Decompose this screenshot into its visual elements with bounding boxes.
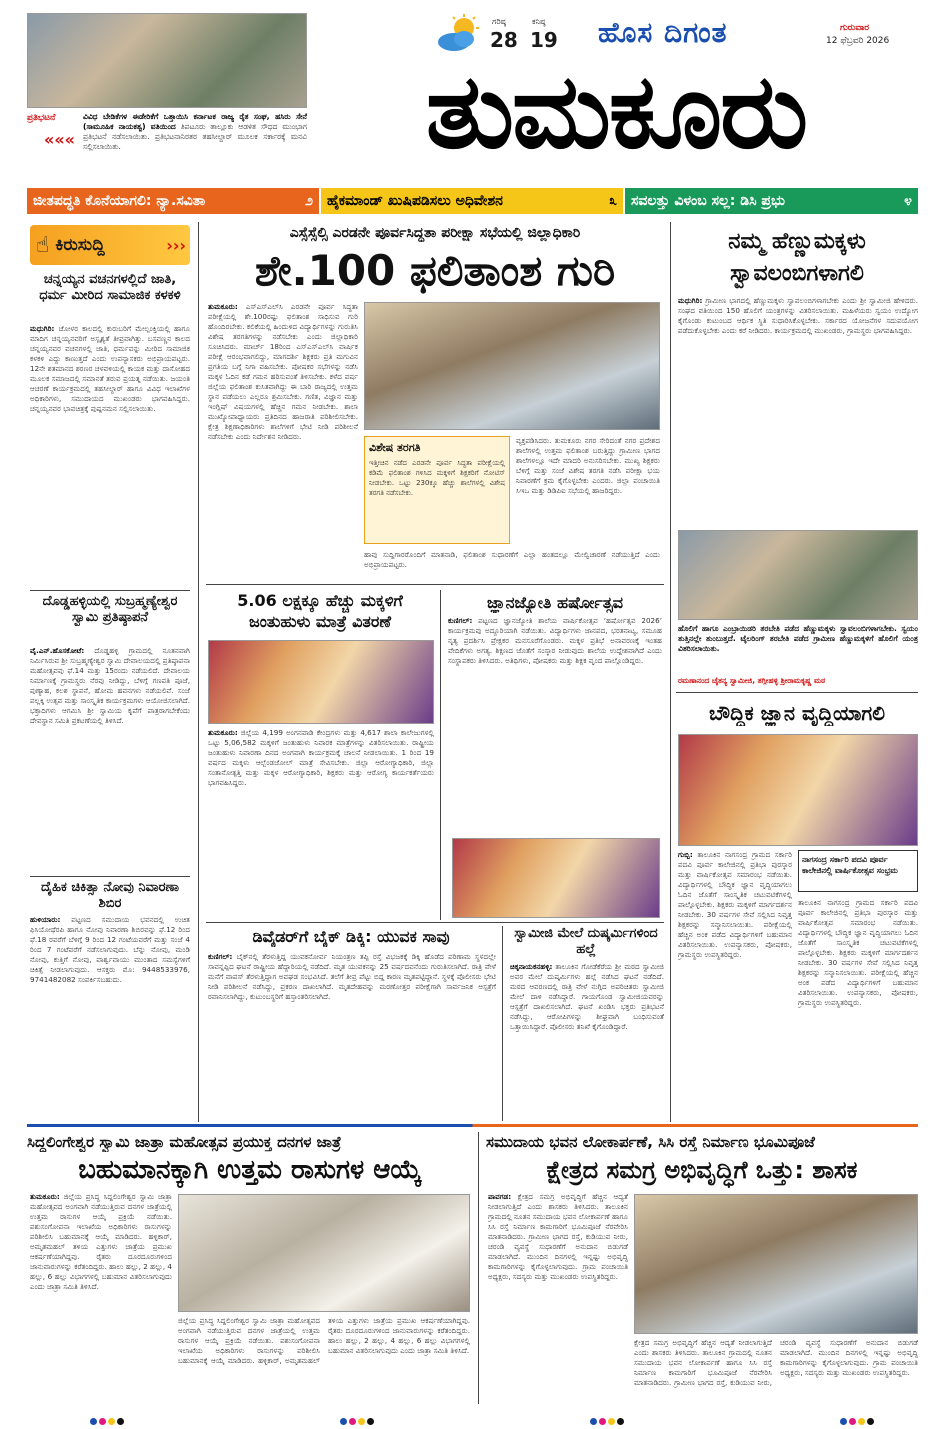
teaser-1[interactable] [27,188,319,214]
teaser-2[interactable] [321,188,623,214]
teaser-2-page: ೩ [609,193,617,209]
hand-icon: ☝ [36,232,50,258]
lead-body-3: ಹಾವು ಸುದ್ದಿಗಾರರೊಂದಿಗೆ ಮಾತನಾಡಿ, ಫಲಿತಾಂಶ ಸುಧಾರಣೆಗೆ ಎಲ್ಲಾ ಹಂತದಲ್ಲೂ ಮೇಲ್ವಿಚಾರಣೆ ನಡೆಯುತ್ತಿದೆ ಎಂದು ಅಭಿಪ್ರಾಯಪಟ್ಟರು. [364,550,660,569]
deworm-body: ತುಮಕೂರು: ಜಿಲ್ಲೆಯ 4,199 ಅಂಗನವಾಡಿ ಕೇಂದ್ರಗಳು ಮತ್ತು 4,617 ಶಾಲಾ ಕಾಲೇಜುಗಳಲ್ಲಿ ಒಟ್ಟು 5,06,582 ಮಕ್ಕಳಿಗೆ ಜಂತುಹುಳು ನಿವಾರಕ ಮಾತ್ರೆಗಳನ್ನು ವಿತರಿಸಲಾಯಿತು. ರಾಷ್ಟ್ರೀಯ ಜಂತುಹುಳು ನಿವಾರಣಾ ದಿನದ ಅಂಗವಾಗಿ ಕಾರ್ಯಕ್ರಮಕ್ಕೆ ಚಾಲನೆ ನೀಡಲಾಯಿತು. 1 ರಿಂದ 19 ವರ್ಷದ ಮಕ್ಕಳು ಆಲ್ಬೆಂಡಜೋಲ್ ಮಾತ್ರೆ ಸೇವಿಸಬೇಕು. ಜಿಲ್ಲಾ ಆರೋಗ್ಯಾಧಿಕಾರಿ, ಜಿಲ್ಲಾ ಸಂತಾನೋತ್ಪತ್ತಿ ಮತ್ತು ಮಕ್ಕಳ ಆರೋಗ್ಯಾಧಿಕಾರಿ, ಶಿಕ್ಷಕರು ಮತ್ತು ಆರೋಗ್ಯ ಕಾರ್ಯಕರ್ತೆಯರು ಭಾಗವಹಿಸಿದ್ದರು. [208,728,434,787]
kirusuddi-banner [30,225,190,265]
bouddhika-headline: ಬೌದ್ಧಿಕ ಜ್ಞಾನ ವೃದ್ಧಿಯಾಗಲಿ [708,701,885,725]
swamiji-headline: ಸ್ವಾಮೀಜಿ ಮೇಲೆ ದುಷ್ಕರ್ಮಿಗಳಿಂದ ಹಲ್ಲೆ [514,926,658,957]
chevron-icon: ››› [166,235,186,255]
column-rule [478,1132,479,1404]
divider [30,876,190,877]
jatre-body-2: ಜಿಲ್ಲೆಯ ಪ್ರಸಿದ್ಧ ಸಿದ್ದಲಿಂಗೇಶ್ವರ ಸ್ವಾಮಿ ಜಾತ್ರಾ ಮಹೋತ್ಸವದ ಅಂಗವಾಗಿ ನಡೆಯುತ್ತಿರುವ ದನಗಳ ಜಾತ್ರೆಯಲ್ಲಿ ಉತ್ತಮ ರಾಸುಗಳ ಆಯ್ಕೆ ಪ್ರಕ್ರಿಯೆ ನಡೆಯಿತು. ಪಶುಸಂಗೋಪನಾ ಇಲಾಖೆಯ ಅಧಿಕಾರಿಗಳು ರಾಸುಗಳನ್ನು ಪರಿಶೀಲಿಸಿ ಬಹುಮಾನಕ್ಕೆ ಆಯ್ಕೆ ಮಾಡಿದರು. ಹಳ್ಳಿಕಾರ್, ಅಮೃತಮಹಲ್ ತಳಿಯ ಎತ್ತುಗಳು ಜಾತ್ರೆಯ ಪ್ರಮುಖ ಆಕರ್ಷಣೆಯಾಗಿದ್ದವು. ರೈತರು ದೂರದೂರುಗಳಿಂದ ಜಾನುವಾರುಗಳನ್ನು ಕರೆತಂದಿದ್ದರು. ಹಾಲು ಹಲ್ಲು, 2 ಹಲ್ಲು, 4 ಹಲ್ಲು, 6 ಹಲ್ಲು ವಿಭಾಗಗಳಲ್ಲಿ ಬಹುಮಾನ ವಿತರಿಸಲಾಗುವುದು ಎಂದು ಜಾತ್ರಾ ಸಮಿತಿ ತಿಳಿಸಿದೆ. [178,1316,470,1365]
issue-day: ಗುರುವಾರ [840,23,870,33]
lead-box-body: ಇತ್ತೀಚಿನ ನಡೆದ ಎರಡನೇ ಪೂರ್ವ ಸಿದ್ಧತಾ ಪರೀಕ್ಷೆಯಲ್ಲಿ ಕಡಿಮೆ ಫಲಿತಾಂಶ ಗಳಿಸಿದ ಮಕ್ಕಳಿಗೆ ಶಿಕ್ಷಕರಿಗೆ ನೋಟಿಸ್ ನೀಡಬೇಕು. ಒಟ್ಟು 230ಕ್ಕೂ ಹೆಚ್ಚು ಶಾಲೆಗಳಲ್ಲಿ ವಿಶೇಷ ತರಗತಿ ನಡೆಸಬೇಕು. [369,459,505,497]
harshotsava-photo [452,838,660,918]
temp-max: 28 [490,28,518,52]
print-registration-marks [90,1410,126,1429]
kiru3-body: ಹುಳಿಯಾರು: ಪಟ್ಟಣದ ಸಮುದಾಯ ಭವನದಲ್ಲಿ ಉಚಿತ ಫಿಸಿಯೋಥೆರಪಿ ಹಾಗೂ ನೋವು ನಿವಾರಣಾ ಶಿಬಿರವನ್ನು ಫೆ.12 ರಿಂದ ಫೆ.18 ರವರೆಗೆ ಬೆಳಿಗ್ಗೆ 9 ರಿಂದ 12 ಗಂಟೆಯವರೆಗೆ ಮತ್ತು ಸಂಜೆ 4 ರಿಂದ 7 ಗಂಟೆವರೆಗೆ ನಡೆಸಲಾಗುವುದು. ಬೆನ್ನು ನೋವು, ಮಂಡಿ ನೋವು, ಕುತ್ತಿಗೆ ನೋವು, ಪಾರ್ಶ್ವವಾಯು ಮುಂತಾದ ಸಮಸ್ಯೆಗಳಿಗೆ ಚಿಕಿತ್ಸೆ ನೀಡಲಾಗುವುದು. ಆಸಕ್ತರು ಮೊ: 9448533976, 9741482082 ಸಂಪರ್ಕಿಸಬಹುದು. [30,915,190,984]
protest-tag: ಪ್ರತಿಭಟನೆ [27,113,56,123]
harshotsava-headline: ಜ್ಞಾನಜ್ಯೋತಿ ಹರ್ಷೋತ್ಸವ [487,593,623,612]
women-caption: ಹೊಲಿಗೆ ಹಾಗೂ ಎಂಬ್ರಾಯಿಡರಿ ತರಬೇತಿ ಪಡೆದ ಹೆಣ್ಣುಮಕ್ಕಳು ಸ್ವಾವಲಂಬಿಗಳಾಗಬೇಕು. ಸ್ವಯಂ ತುತ್ತಿನಲ್ಲೇ ತುಂಬುತ್ತದೆ. ಟೈಲರಿಂಗ್ ತರಬೇತಿ ಪಡೆದ ಗ್ರಾಮೀಣ ಹೆಣ್ಣುಮಕ್ಕಳಿಗೆ ಹೊಲಿಗೆ ಯಂತ್ರ ವಿತರಿಸಲಾಯಿತು. [678,624,918,653]
bouddhika-body-2: ತಾಲೂಕಿನ ನಾಗಸಂದ್ರ ಗ್ರಾಮದ ಸರ್ಕಾರಿ ಪದವಿ ಪೂರ್ವ ಕಾಲೇಜಿನಲ್ಲಿ ಪ್ರತಿಭಾ ಪುರಸ್ಕಾರ ಮತ್ತು ವಾರ್ಷಿಕೋತ್ಸವ ಸಮಾರಂಭ ನಡೆಯಿತು. ವಿದ್ಯಾರ್ಥಿಗಳಲ್ಲಿ ಬೌದ್ಧಿಕ ಜ್ಞಾನ ವೃದ್ಧಿಯಾಗಲು ಓದಿನ ಜೊತೆಗೆ ಸಾಂಸ್ಕೃತಿಕ ಚಟುವಟಿಕೆಗಳಲ್ಲಿ ಪಾಲ್ಗೊಳ್ಳಬೇಕು. ಶಿಕ್ಷಕರು ಮಕ್ಕಳಿಗೆ ಮಾರ್ಗದರ್ಶನ ನೀಡಬೇಕು. 30 ವರ್ಷಗಳ ಸೇವೆ ಸಲ್ಲಿಸಿದ ನಿವೃತ್ತ ಶಿಕ್ಷಕರನ್ನು ಸನ್ಮಾನಿಸಲಾಯಿತು. ಪರೀಕ್ಷೆಯಲ್ಲಿ ಹೆಚ್ಚಿನ ಅಂಕ ಪಡೆದ ವಿದ್ಯಾರ್ಥಿಗಳಿಗೆ ಬಹುಮಾನ ವಿತರಿಸಲಾಯಿತು. ಉಪನ್ಯಾಸಕರು, ಪೋಷಕರು, ಗ್ರಾಮಸ್ಥರು ಉಪಸ್ಥಿತರಿದ್ದರು. [798,898,918,1007]
issue-date: 12 ಫೆಬ್ರವರಿ 2026 [826,36,890,46]
divider [676,692,918,693]
teaser-1-text: ಜೀತಪದ್ಧತಿ ಕೊನೆಯಾಗಲಿ: ನ್ಯಾ.ಸವಿತಾ [33,193,206,209]
column-rule [198,222,199,1122]
samudaya-headline: ಕ್ಷೇತ್ರದ ಸಮಗ್ರ ಅಭಿವೃದ್ಧಿಗೆ ಒತ್ತು: ಶಾಸಕ [546,1156,858,1184]
harshotsava-body: ಕುಣಿಗಲ್: ಪಟ್ಟಣದ ಜ್ಞಾನಜ್ಯೋತಿ ಶಾಲೆಯ ವಾರ್ಷಿಕೋತ್ಸವ ‘ಹರ್ಷೋತ್ಸವ 2026’ ಕಾರ್ಯಕ್ರಮವು ಅದ್ದೂರಿಯಾಗಿ ನಡೆಯಿತು. ವಿದ್ಯಾರ್ಥಿಗಳು ಜಾನಪದ, ಭರತನಾಟ್ಯ, ಸಮೂಹ ನೃತ್ಯ ಪ್ರದರ್ಶಿಸಿ ಪ್ರೇಕ್ಷಕರ ಮನಸೂರೆಗೊಂಡರು. ಮಕ್ಕಳ ಪ್ರತಿಭೆ ಅನಾವರಣಕ್ಕೆ ಇಂತಹ ವೇದಿಕೆಗಳು ಅಗತ್ಯ. ಶಿಕ್ಷಣದ ಜೊತೆಗೆ ಸಂಸ್ಕಾರ ನೀಡುವುದು ಶಾಲೆಯ ಉದ್ದೇಶವಾಗಿದೆ ಎಂದು ಸಂಸ್ಥಾಪಕರು ತಿಳಿಸಿದರು. ಅತಿಥಿಗಳು, ಪೋಷಕರು ಮತ್ತು ಶಿಕ್ಷಕ ವೃಂದ ಪಾಲ್ಗೊಂಡಿದ್ದರು. [448,616,662,665]
kiru1-body: ಮಧುಗಿರಿ: ಚೋಳರ ಕಾಲದಲ್ಲಿ ಕುರುಬರಿಗೆ ಮೇಲ್ಪಂಕ್ತಿಯಲ್ಲಿ ಹಾಗೂ ಮಾದಿಗ ಚನ್ನಯ್ಯನವರಿಗೆ ಅಸ್ಪೃಶ್ಯತೆ ತೀವ್ರವಾಗಿತ್ತು. ಬಸವಣ್ಣನ ಕಾಲದ ಚನ್ನಯ್ಯನವರ ವಚನಗಳಲ್ಲಿ ಜಾತಿ, ಧರ್ಮವನ್ನು ಮೀರಿದ ಸಾಮಾಜಿಕ ಕಳಕಳಿ ಎದ್ದು ಕಾಣುತ್ತದೆ ಎಂದು ಉಪನ್ಯಾಸಕರು ಅಭಿಪ್ರಾಯಪಟ್ಟರು. 12ನೇ ಶತಮಾನದ ಶರಣರ ಚಳವಳಿಯಲ್ಲಿ ಕಾಯಕ ಮತ್ತು ದಾಸೋಹದ ಮೂಲಕ ಸಮಾಜದಲ್ಲಿ ಸಮಾನತೆ ತರುವ ಪ್ರಯತ್ನ ನಡೆಯಿತು. ಜಯಂತಿ ಆಚರಣೆ ಕಾರ್ಯಕ್ರಮದಲ್ಲಿ ತಹಸೀಲ್ದಾರ್ ಹಾಗೂ ವಿವಿಧ ಇಲಾಖೆಗಳ ಅಧಿಕಾರಿಗಳು, ಸಮುದಾಯದ ಮುಖಂಡರು ಭಾಗವಹಿಸಿದ್ದರು. ಚನ್ನಯ್ಯನವರ ಭಾವಚಿತ್ರಕ್ಕೆ ಪುಷ್ಪನಮನ ಸಲ್ಲಿಸಲಾಯಿತು. [30,324,190,413]
samudaya-body-2: ಕ್ಷೇತ್ರದ ಸಮಗ್ರ ಅಭಿವೃದ್ಧಿಗೆ ಹೆಚ್ಚಿನ ಆದ್ಯತೆ ನೀಡಲಾಗುತ್ತಿದೆ ಎಂದು ಶಾಸಕರು ತಿಳಿಸಿದರು. ತಾಲೂಕಿನ ಗ್ರಾಮದಲ್ಲಿ ನೂತನ ಸಮುದಾಯ ಭವನ ಲೋಕಾರ್ಪಣೆ ಹಾಗೂ ಸಿಸಿ ರಸ್ತೆ ನಿರ್ಮಾಣ ಕಾಮಗಾರಿಗೆ ಭೂಮಿಪೂಜೆ ನೆರವೇರಿಸಿ ಮಾತನಾಡಿದರು. ಗ್ರಾಮೀಣ ಭಾಗದ ರಸ್ತೆ, ಕುಡಿಯುವ ನೀರು, ಚರಂಡಿ ವ್ಯವಸ್ಥೆ ಸುಧಾರಣೆಗೆ ಅನುದಾನ ಬಿಡುಗಡೆ ಮಾಡಲಾಗಿದೆ. ಮುಂದಿನ ದಿನಗಳಲ್ಲಿ ಇನ್ನಷ್ಟು ಅಭಿವೃದ್ಧಿ ಕಾಮಗಾರಿಗಳನ್ನು ಕೈಗೊಳ್ಳಲಾಗುವುದು. ಗ್ರಾಮ ಪಂಚಾಯಿತಿ ಅಧ್ಯಕ್ಷರು, ಸದಸ್ಯರು ಮತ್ತು ಮುಖಂಡರು ಉಪಸ್ಥಿತರಿದ್ದರು. [634,1338,918,1387]
kiru1-headline: ಚನ್ನಯ್ಯನ ವಚನಗಳಲ್ಲಿದೆ ಜಾತಿ, ಧರ್ಮ ಮೀರಿದ ಸಾಮಾಜಿಕ ಕಳಕಳಿ [39,272,181,303]
bouddhika-tag: ನಾಗಸಂದ್ರ ಸರ್ಕಾರಿ ಪದವಿ ಪೂರ್ವ ಕಾಲೇಜಿನಲ್ಲಿ ವಾರ್ಷಿಕೋತ್ಸವ ಸಂಭ್ರಮ [798,850,918,892]
lead-box-title: ವಿಶೇಷ ತರಗತಿ [369,441,421,454]
accident-headline: ಡಿವೈಡರ್‌ಗೆ ಬೈಕ್ ಡಿಕ್ಕಿ: ಯುವಕ ಸಾವು [252,927,450,946]
teaser-2-text: ಹೈಕಮಾಂಡ್ ಖುಷಿಪಡಿಸಲು ಅಧಿವೇಶನ [327,193,503,209]
divider [206,584,664,585]
lead-kicker: ಎಸ್ಸೆಸ್ಸೆಲ್ಸಿ ಎರಡನೇ ಪೂರ್ವಸಿದ್ಧತಾ ಪರೀಕ್ಷಾ ಸಭೆಯಲ್ಲಿ ಜಿಲ್ಲಾಧಿಕಾರಿ [289,225,581,241]
kiru2-headline: ದೊಡ್ಡಹಳ್ಳಿಯಲ್ಲಿ ಸುಬ್ರಹ್ಮಣ್ಯೇಶ್ವರ ಸ್ವಾಮಿ ಪ್ರತಿಷ್ಠಾಪನೆ [42,594,178,625]
teaser-3-text: ಸವಲತ್ತು ವಿಳಂಬ ಸಲ್ಲ: ಡಿಸಿ ಪ್ರಭು [631,193,785,209]
kiru2-body: ವೈ.ಎನ್.ಹೊಸಕೋಟೆ: ದೊಡ್ಡಹಳ್ಳಿ ಗ್ರಾಮದಲ್ಲಿ ನೂತನವಾಗಿ ನಿರ್ಮಿಸಿರುವ ಶ್ರೀ ಸುಬ್ರಹ್ಮಣ್ಯೇಶ್ವರ ಸ್ವಾಮಿ ದೇವಾಲಯದಲ್ಲಿ ಪ್ರತಿಷ್ಠಾಪನಾ ಮಹೋತ್ಸವವು ಫೆ.14 ಮತ್ತು 15ರಂದು ನಡೆಯಲಿದೆ. ದೇವಾಲಯ ನಿರ್ಮಾಣಕ್ಕೆ ಗ್ರಾಮಸ್ಥರು ನೆರವು ನೀಡಿದ್ದು, ಬೆಳಿಗ್ಗೆ ಗಣಪತಿ ಪೂಜೆ, ಪುಣ್ಯಾಹ, ಕಲಶ ಸ್ಥಾಪನೆ, ಹೋಮ ಹವನಗಳು ನಡೆಯಲಿವೆ. ಸಂಜೆ ಪಲ್ಲಕ್ಕಿ ಉತ್ಸವ ಮತ್ತು ಸಾಂಸ್ಕೃತಿಕ ಕಾರ್ಯಕ್ರಮಗಳು ಆಯೋಜಿಸಲಾಗಿದೆ. ಭಕ್ತಾದಿಗಳು ಆಗಮಿಸಿ ಶ್ರೀ ಸ್ವಾಮಿಯ ಕೃಪೆಗೆ ಪಾತ್ರರಾಗಬೇಕೆಂದು ದೇವಸ್ಥಾನ ಸಮಿತಿ ಪ್ರಕಟಣೆಯಲ್ಲಿ ತಿಳಿಸಿದೆ. [30,646,190,725]
samudaya-kicker: ಸಮುದಾಯ ಭವನ ಲೋಕಾರ್ಪಣೆ, ಸಿಸಿ ರಸ್ತೆ ನಿರ್ಮಾಣ ಭೂಮಿಪೂಜೆ [486,1133,815,1151]
teaser-3-page: ೪ [904,193,912,209]
kiru3-headline: ದೈಹಿಕ ಚಿಕಿತ್ಸಾ ನೋವು ನಿವಾರಣಾ ಶಿಬಿರ [41,880,179,911]
lead-photo [364,302,660,430]
column-rule [440,590,441,920]
bouddhika-body: ಗುಬ್ಬಿ: ತಾಲೂಕಿನ ನಾಗಸಂದ್ರ ಗ್ರಾಮದ ಸರ್ಕಾರಿ ಪದವಿ ಪೂರ್ವ ಕಾಲೇಜಿನಲ್ಲಿ ಪ್ರತಿಭಾ ಪುರಸ್ಕಾರ ಮತ್ತು ವಾರ್ಷಿಕೋತ್ಸವ ಸಮಾರಂಭ ನಡೆಯಿತು. ವಿದ್ಯಾರ್ಥಿಗಳಲ್ಲಿ ಬೌದ್ಧಿಕ ಜ್ಞಾನ ವೃದ್ಧಿಯಾಗಲು ಓದಿನ ಜೊತೆಗೆ ಸಾಂಸ್ಕೃತಿಕ ಚಟುವಟಿಕೆಗಳಲ್ಲಿ ಪಾಲ್ಗೊಳ್ಳಬೇಕು. ಶಿಕ್ಷಕರು ಮಕ್ಕಳಿಗೆ ಮಾರ್ಗದರ್ಶನ ನೀಡಬೇಕು. 30 ವರ್ಷಗಳ ಸೇವೆ ಸಲ್ಲಿಸಿದ ನಿವೃತ್ತ ಶಿಕ್ಷಕರನ್ನು ಸನ್ಮಾನಿಸಲಾಯಿತು. ಪರೀಕ್ಷೆಯಲ್ಲಿ ಹೆಚ್ಚಿನ ಅಂಕ ಪಡೆದ ವಿದ್ಯಾರ್ಥಿಗಳಿಗೆ ಬಹುಮಾನ ವಿತರಿಸಲಾಯಿತು. ಉಪನ್ಯಾಸಕರು, ಪೋಷಕರು, ಗ್ರಾಮಸ್ಥರು ಉಪಸ್ಥಿತರಿದ್ದರು. [678,850,792,959]
jatre-photo [178,1194,470,1312]
accident-body: ಕುಣಿಗಲ್: ಬೈಕ್‌ನಲ್ಲಿ ತೆರಳುತ್ತಿದ್ದ ಯುವಕನೋರ್ವ ನಿಯಂತ್ರಣ ತಪ್ಪಿ ರಸ್ತೆ ವಿಭಜಕಕ್ಕೆ ಡಿಕ್ಕಿ ಹೊಡೆದ ಪರಿಣಾಮ ಸ್ಥಳದಲ್ಲೇ ಸಾವನ್ನಪ್ಪಿದ ಘಟನೆ ರಾಷ್ಟ್ರೀಯ ಹೆದ್ದಾರಿಯಲ್ಲಿ ನಡೆದಿದೆ. ಮೃತ ಯುವಕನನ್ನು 25 ವರ್ಷದವನೆಂದು ಗುರುತಿಸಲಾಗಿದೆ. ರಾತ್ರಿ ವೇಳೆ ಮನೆಗೆ ವಾಪಸ್ ತೆರಳುತ್ತಿದ್ದಾಗ ಅವಘಡ ಸಂಭವಿಸಿದೆ. ತಲೆಗೆ ತೀವ್ರ ಪೆಟ್ಟು ಬಿದ್ದ ಕಾರಣ ಮೃತಪಟ್ಟಿದ್ದಾನೆ. ಸ್ಥಳಕ್ಕೆ ಪೊಲೀಸರು ಭೇಟಿ ನೀಡಿ ಪರಿಶೀಲನೆ ನಡೆಸಿದ್ದು, ಪ್ರಕರಣ ದಾಖಲಾಗಿದೆ. ಮೃತದೇಹವನ್ನು ಮರಣೋತ್ತರ ಪರೀಕ್ಷೆಗಾಗಿ ಸಾರ್ವಜನಿಕ ಆಸ್ಪತ್ರೆಗೆ ರವಾನಿಸಲಾಗಿದ್ದು, ಕುಟುಂಬಸ್ಥರಿಗೆ ಹಸ್ತಾಂತರಿಸಲಾಗಿದೆ. [208,952,496,1001]
jatre-headline: ಬಹುಮಾನಕ್ಕಾಗಿ ಉತ್ತಮ ರಾಸುಗಳ ಆಯ್ಕೆ [78,1155,422,1185]
bottom-band-rule [27,1124,918,1127]
teaser-3[interactable] [625,188,918,214]
jatre-body: ತುಮಕೂರು: ಜಿಲ್ಲೆಯ ಪ್ರಸಿದ್ಧ ಸಿದ್ದಲಿಂಗೇಶ್ವರ ಸ್ವಾಮಿ ಜಾತ್ರಾ ಮಹೋತ್ಸವದ ಅಂಗವಾಗಿ ನಡೆಯುತ್ತಿರುವ ದನಗಳ ಜಾತ್ರೆಯಲ್ಲಿ ಉತ್ತಮ ರಾಸುಗಳ ಆಯ್ಕೆ ಪ್ರಕ್ರಿಯೆ ನಡೆಯಿತು. ಪಶುಸಂಗೋಪನಾ ಇಲಾಖೆಯ ಅಧಿಕಾರಿಗಳು ರಾಸುಗಳನ್ನು ಪರಿಶೀಲಿಸಿ ಬಹುಮಾನಕ್ಕೆ ಆಯ್ಕೆ ಮಾಡಿದರು. ಹಳ್ಳಿಕಾರ್, ಅಮೃತಮಹಲ್ ತಳಿಯ ಎತ್ತುಗಳು ಜಾತ್ರೆಯ ಪ್ರಮುಖ ಆಕರ್ಷಣೆಯಾಗಿದ್ದವು. ರೈತರು ದೂರದೂರುಗಳಿಂದ ಜಾನುವಾರುಗಳನ್ನು ಕರೆತಂದಿದ್ದರು. ಹಾಲು ಹಲ್ಲು, 2 ಹಲ್ಲು, 4 ಹಲ್ಲು, 6 ಹಲ್ಲು ವಿಭಾಗಗಳಲ್ಲಿ ಬಹುಮಾನ ವಿತರಿಸಲಾಗುವುದು ಎಂದು ಜಾತ್ರಾ ಸಮಿತಿ ತಿಳಿಸಿದೆ. [30,1192,172,1291]
women-body: ಮಧುಗಿರಿ: ಗ್ರಾಮೀಣ ಭಾಗದಲ್ಲಿ ಹೆಣ್ಣುಮಕ್ಕಳು ಸ್ವಾವಲಂಬಿಗಳಾಗಬೇಕು ಎಂದು ಶ್ರೀ ಸ್ವಾಮೀಜಿ ಹೇಳಿದರು. ಸಂಘದ ವತಿಯಿಂದ 150 ಹೊಲಿಗೆ ಯಂತ್ರಗಳನ್ನು ವಿತರಿಸಲಾಯಿತು. ಮಹಿಳೆಯರು ಸ್ವಯಂ ಉದ್ಯೋಗ ಕೈಗೊಂಡು ಕುಟುಂಬದ ಆರ್ಥಿಕ ಸ್ಥಿತಿ ಸುಧಾರಿಸಿಕೊಳ್ಳಬೇಕು. ಸರ್ಕಾರದ ಯೋಜನೆಗಳ ಸದುಪಯೋಗ ಪಡೆದುಕೊಳ್ಳಬೇಕು ಎಂದು ಕರೆ ನೀಡಿದರು. ಕಾರ್ಯಕ್ರಮದಲ್ಲಿ ಮುಖಂಡರು, ಗ್ರಾಮಸ್ಥರು ಭಾಗವಹಿಸಿದ್ದರು. [678,296,918,335]
women-photo [678,530,918,620]
lead-box [364,436,510,544]
women-caption-by: ರಮಣಾನಂದ ಚೈತನ್ಯ ಸ್ವಾಮೀಜಿ, ತಗ್ಗೀಹಳ್ಳಿ ಶ್ರೀರಾಮಕೃಷ್ಣ ಮಠ [678,676,826,685]
brand-logo: ಹೊಸ ದಿಗಂತ [598,16,728,49]
kirusuddi-label: ಕಿರುಸುದ್ದಿ [55,235,105,255]
women-headline: ನಮ್ಮ ಹೆಣ್ಣುಮಕ್ಕಳು ಸ್ವಾವಲಂಬಿಗಳಾಗಲಿ [728,229,866,286]
divider [30,590,190,591]
deworm-photo [208,640,434,724]
print-registration-marks [590,1410,626,1429]
bouddhika-photo [678,734,918,846]
print-registration-marks [840,1410,876,1429]
lead-body-2: ವ್ಯಕ್ತಪಡಿಸಿದರು. ತುಮಕೂರು ನಗರ ಸೇರಿದಂತೆ ನಗರ ಪ್ರದೇಶದ ಶಾಲೆಗಳಲ್ಲಿ ಉತ್ತಮ ಫಲಿತಾಂಶ ಬರುತ್ತಿದ್ದು ಗ್ರಾಮೀಣ ಭಾಗದ ಶಾಲೆಗಳಲ್ಲೂ ಇದೇ ಮಾದರಿ ಅನುಸರಿಸಬೇಕು. ಮುಖ್ಯ ಶಿಕ್ಷಕರು ಬೆಳಿಗ್ಗೆ ಮತ್ತು ಸಂಜೆ ವಿಶೇಷ ತರಗತಿ ನಡೆಸಿ ಪರೀಕ್ಷಾ ಭಯ ನಿವಾರಣೆಗೆ ಕ್ರಮ ಕೈಗೊಳ್ಳಬೇಕು ಎಂದರು. ಜಿಲ್ಲಾ ಪಂಚಾಯಿತಿ ಸಿಇಒ ಮತ್ತು ಡಿಡಿಪಿಐ ಸಭೆಯಲ್ಲಿ ಹಾಜರಿದ್ದರು. [516,436,660,495]
divider [206,922,664,923]
protest-caption: ವಿವಿಧ ಬೇಡಿಕೆಗಳ ಈಡೇರಿಕೆಗೆ ಒತ್ತಾಯಿಸಿ ಕರ್ನಾಟಕ ರಾಜ್ಯ ರೈತ ಸಂಘ, ಹಸಿರು ಸೇನೆ (ಸಾಮೂಹಿಕ ನಾಯಕತ್ವ) ವತಿಯಿಂದ ತಿಪಟೂರು ತಾಲ್ಲೂಕು ಆಡಳಿತ ಸೌಧದ ಮುಂಭಾಗ ಪ್ರತಿಭಟನೆ ನಡೆಸಲಾಯಿತು. ಪ್ರತಿಭಟನಾನಿರತರ ತಹಸೀಲ್ದಾರ್ ಮೂಲಕ ಸರ್ಕಾರಕ್ಕೆ ಮನವಿ ಸಲ್ಲಿಸಲಾಯಿತು. [83,112,307,151]
deworm-headline: 5.06 ಲಕ್ಷಕ್ಕೂ ಹೆಚ್ಚು ಮಕ್ಕಳಿಗೆ ಜಂತುಹುಳು ಮಾತ್ರೆ ವಿತರಣೆ [237,591,403,631]
samudaya-body: ಪಾವಗಡ: ಕ್ಷೇತ್ರದ ಸಮಗ್ರ ಅಭಿವೃದ್ಧಿಗೆ ಹೆಚ್ಚಿನ ಆದ್ಯತೆ ನೀಡಲಾಗುತ್ತಿದೆ ಎಂದು ಶಾಸಕರು ತಿಳಿಸಿದರು. ತಾಲೂಕಿನ ಗ್ರಾಮದಲ್ಲಿ ನೂತನ ಸಮುದಾಯ ಭವನ ಲೋಕಾರ್ಪಣೆ ಹಾಗೂ ಸಿಸಿ ರಸ್ತೆ ನಿರ್ಮಾಣ ಕಾಮಗಾರಿಗೆ ಭೂಮಿಪೂಜೆ ನೆರವೇರಿಸಿ ಮಾತನಾಡಿದರು. ಗ್ರಾಮೀಣ ಭಾಗದ ರಸ್ತೆ, ಕುಡಿಯುವ ನೀರು, ಚರಂಡಿ ವ್ಯವಸ್ಥೆ ಸುಧಾರಣೆಗೆ ಅನುದಾನ ಬಿಡುಗಡೆ ಮಾಡಲಾಗಿದೆ. ಮುಂದಿನ ದಿನಗಳಲ್ಲಿ ಇನ್ನಷ್ಟು ಅಭಿವೃದ್ಧಿ ಕಾಮಗಾರಿಗಳನ್ನು ಕೈಗೊಳ್ಳಲಾಗುವುದು. ಗ್ರಾಮ ಪಂಚಾಯಿತಿ ಅಧ್ಯಕ್ಷರು, ಸದಸ್ಯರು ಮತ್ತು ಮುಖಂಡರು ಉಪಸ್ಥಿತರಿದ್ದರು. [488,1192,628,1281]
teaser-1-page: ೨ [305,193,313,209]
samudaya-photo [634,1194,918,1334]
masthead-title: ತುಮಕೂರು [425,50,807,172]
lead-body: ತುಮಕೂರು: ಎಸ್ಎಸ್ಎಲ್‌ಸಿ ಎರಡನೇ ಪೂರ್ವ ಸಿದ್ಧತಾ ಪರೀಕ್ಷೆಯಲ್ಲಿ ಶೇ.100ರಷ್ಟು ಫಲಿತಾಂಶ ಸಾಧಿಸುವ ಗುರಿ ಹೊಂದಿರಬೇಕು. ಕಲಿಕೆಯಲ್ಲಿ ಹಿಂದುಳಿದ ವಿದ್ಯಾರ್ಥಿಗಳನ್ನು ಗುರುತಿಸಿ ವಿಶೇಷ ತರಗತಿಗಳನ್ನು ನಡೆಸಬೇಕು ಎಂದು ಜಿಲ್ಲಾಧಿಕಾರಿ ಸೂಚಿಸಿದರು. ಮಾರ್ಚ್ 18ರಿಂದ ಎಸ್ಎಸ್ಎಲ್‌ಸಿ ವಾರ್ಷಿಕ ಪರೀಕ್ಷೆ ಆರಂಭವಾಗಲಿದ್ದು, ಮಾಗದರ್ಶಿ ಶಿಕ್ಷಕರು ಪ್ರತಿ ಮಗುವಿನ ಪ್ರಗತಿಯ ಬಗ್ಗೆ ನಿಗಾ ವಹಿಸಬೇಕು. ಪೋಷಕರ ಸಭೆಗಳನ್ನು ನಡೆಸಿ ಮಕ್ಕಳ ಓದಿನ ಕಡೆ ಗಮನ ಹರಿಸುವಂತೆ ತಿಳಿಸಬೇಕು. ಕಳೆದ ವರ್ಷ ಜಿಲ್ಲೆಯ ಫಲಿತಾಂಶ ಕುಸಿತವಾಗಿದ್ದು ಈ ಬಾರಿ ರಾಜ್ಯದಲ್ಲಿ ಉತ್ತಮ ಸ್ಥಾನ ಪಡೆಯಲು ಎಲ್ಲರೂ ಶ್ರಮಿಸಬೇಕು. ಗಣಿತ, ವಿಜ್ಞಾನ ಮತ್ತು ಇಂಗ್ಲಿಷ್ ವಿಷಯಗಳಲ್ಲಿ ಹೆಚ್ಚಿನ ಗಮನ ನೀಡಬೇಕು. ಶಾಲಾ ಮುಖ್ಯೋಪಾಧ್ಯಾಯರು ಪ್ರತಿದಿನದ ಹಾಜರಾತಿ ಪರಿಶೀಲಿಸಬೇಕು. ಕ್ಷೇತ್ರ ಶಿಕ್ಷಣಾಧಿಕಾರಿಗಳು ಶಾಲೆಗಳಿಗೆ ಭೇಟಿ ನೀಡಿ ಪರಿಶೀಲನೆ ನಡೆಸಬೇಕು ಎಂದು ನಿರ್ದೇಶನ ನೀಡಿದರು. [208,302,358,441]
temp-min-label: ಕನಿಷ್ಠ [532,17,546,26]
swamiji-body: ಚಿಕ್ಕನಾಯಕನಹಳ್ಳಿ: ತಾಲೂಕಿನ ಗೋಡೆಕೆರೆಯ ಶ್ರೀ ಮಠದ ಸ್ವಾಮೀಜಿ ಅವರ ಮೇಲೆ ದುಷ್ಕರ್ಮಿಗಳು ಹಲ್ಲೆ ನಡೆಸಿದ ಘಟನೆ ನಡೆದಿದೆ. ಮಠದ ಆವರಣದಲ್ಲಿ ರಾತ್ರಿ ವೇಳೆ ನುಗ್ಗಿದ ಅಪರಿಚಿತರು ಸ್ವಾಮೀಜಿ ಮೇಲೆ ದಾಳಿ ನಡೆಸಿದ್ದಾರೆ. ಗಾಯಗೊಂಡ ಸ್ವಾಮೀಜಿಯವರನ್ನು ಆಸ್ಪತ್ರೆಗೆ ದಾಖಲಿಸಲಾಗಿದೆ. ಘಟನೆ ಖಂಡಿಸಿ ಭಕ್ತರು ಪ್ರತಿಭಟನೆ ನಡೆಸಿದ್ದು, ಆರೋಪಿಗಳನ್ನು ಶೀಘ್ರವಾಗಿ ಬಂಧಿಸುವಂತೆ ಒತ್ತಾಯಿಸಿದ್ದಾರೆ. ಪೊಲೀಸರು ತನಿಖೆ ಕೈಗೊಂಡಿದ್ದಾರೆ. [510,962,664,1031]
column-rule [670,222,671,1122]
lead-headline: ಶೇ.100 ಫಲಿತಾಂಶ ಗುರಿ [254,246,616,295]
protest-arrows: ««« [44,130,76,149]
print-registration-marks [340,1410,376,1429]
temp-min: 19 [530,28,558,52]
protest-photo [27,13,307,108]
temp-max-label: ಗರಿಷ್ಠ [492,17,506,26]
column-rule [502,926,503,1121]
jatre-kicker: ಸಿದ್ದಲಿಂಗೇಶ್ವರ ಸ್ವಾಮಿ ಜಾತ್ರಾ ಮಹೋತ್ಸವ ಪ್ರಯುಕ್ತ ದನಗಳ ಜಾತ್ರೆ [27,1133,342,1151]
